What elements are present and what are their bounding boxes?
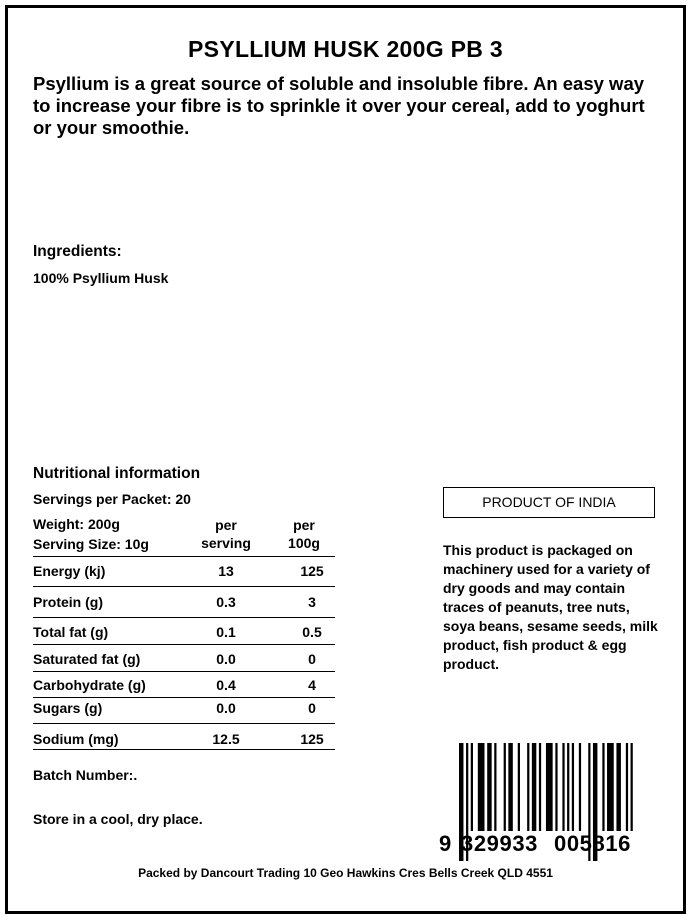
allergen-statement: This product is packaged on machinery used for a variety of dry goods and may contain traces of peanuts, tree nuts, soya beans, sesame seeds, milk product, fish product & egg product. xyxy=(443,542,658,672)
barcode-bar xyxy=(572,743,574,831)
table-rule xyxy=(33,556,335,557)
nutrition-row-serving: 0.4 xyxy=(216,677,236,693)
product-description: Psyllium is a great source of soluble and insoluble fibre. An easy way to increase your fibre is to sprinkle it over your cereal, add to yoghurt or your smoothie. xyxy=(33,73,645,138)
ingredients-text: 100% Psyllium Husk xyxy=(33,270,169,286)
barcode-bar xyxy=(508,743,512,831)
table-rule xyxy=(33,723,335,724)
nutrition-row-per100: 0 xyxy=(308,651,316,667)
batch-number: Batch Number:. xyxy=(33,767,138,783)
nutrition-row-serving: 12.5 xyxy=(212,731,240,747)
barcode-bar xyxy=(579,743,581,831)
nutrition-row-label: Energy (kj) xyxy=(33,563,106,579)
barcode-bar xyxy=(532,743,536,831)
nutrition-row-serving: 0.0 xyxy=(216,700,236,716)
nutrition-row-per100: 125 xyxy=(300,563,324,579)
barcode-bar xyxy=(539,743,541,831)
barcode-bar xyxy=(567,743,569,831)
barcode-bar xyxy=(504,743,506,831)
barcode-right-group: 005816 xyxy=(554,831,632,856)
barcode-bar xyxy=(487,743,491,831)
ingredients-heading: Ingredients: xyxy=(33,243,122,260)
barcode-first-digit: 9 xyxy=(439,831,452,856)
serving-size-label: Serving Size: 10g xyxy=(33,536,149,552)
table-rule xyxy=(33,644,335,645)
barcode-bar xyxy=(602,743,604,831)
nutrition-row-label: Protein (g) xyxy=(33,594,103,610)
nutrition-row-label: Total fat (g) xyxy=(33,624,109,640)
barcode-bar xyxy=(626,743,628,831)
nutrition-row-serving: 0.1 xyxy=(216,624,236,640)
nutrition-row-serving: 13 xyxy=(218,563,234,579)
nutrition-row-serving: 0.3 xyxy=(216,594,236,610)
barcode-bar xyxy=(546,743,553,831)
nutrition-row-per100: 4 xyxy=(308,677,316,693)
table-rule xyxy=(33,671,335,672)
nutrition-row-per100: 125 xyxy=(300,731,324,747)
table-rule xyxy=(33,749,335,750)
barcode-bar xyxy=(527,743,529,831)
nutrition-row-per100: 0 xyxy=(308,700,316,716)
nutrition-row-label: Saturated fat (g) xyxy=(33,651,141,667)
barcode-bar xyxy=(494,743,496,831)
barcode-left-group: 329933 xyxy=(461,831,539,856)
table-rule xyxy=(33,697,335,698)
table-rule xyxy=(33,586,335,587)
nutrition-heading: Nutritional information xyxy=(33,465,201,482)
servings-per-packet: Servings per Packet: 20 xyxy=(33,491,191,507)
storage-instructions: Store in a cool, dry place. xyxy=(33,811,203,827)
nutrition-row-label: Sodium (mg) xyxy=(33,731,119,747)
barcode-bar xyxy=(607,743,614,831)
barcode-bar xyxy=(478,743,485,831)
per-100g-header: per 100g xyxy=(288,517,320,551)
packer-address: Packed by Dancourt Trading 10 Geo Hawkins Cres Bells Creek QLD 4551 xyxy=(138,866,553,880)
weight-label: Weight: 200g xyxy=(33,516,120,532)
nutrition-row-serving: 0.0 xyxy=(216,651,236,667)
barcode-digits xyxy=(437,831,637,861)
barcode-bar xyxy=(616,743,620,831)
nutrition-row-label: Sugars (g) xyxy=(33,700,103,716)
barcode-bar xyxy=(631,743,633,831)
product-title: PSYLLIUM HUSK 200G PB 3 xyxy=(188,36,503,62)
table-rule xyxy=(33,617,335,618)
nutrition-row-per100: 3 xyxy=(308,594,316,610)
barcode-bar xyxy=(471,743,473,831)
nutrition-row-label: Carbohydrate (g) xyxy=(33,677,146,693)
nutrition-row-per100: 0.5 xyxy=(302,624,322,640)
country-of-origin-box: PRODUCT OF INDIA xyxy=(443,487,655,518)
barcode-bar xyxy=(518,743,520,831)
barcode-bar xyxy=(562,743,564,831)
per-serving-header: per serving xyxy=(201,517,251,551)
barcode-bar xyxy=(555,743,557,831)
